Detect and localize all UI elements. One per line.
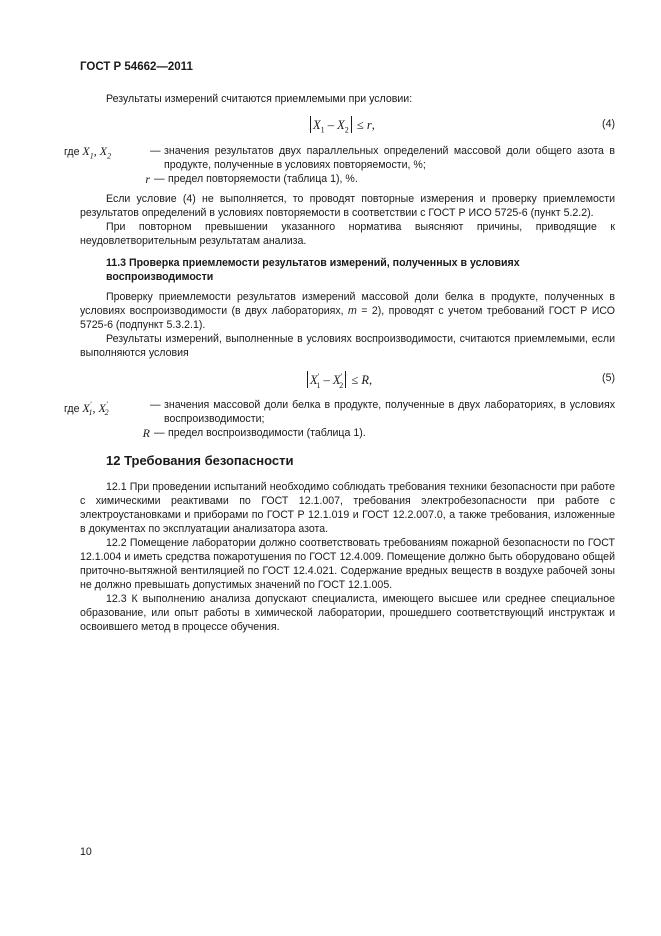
paragraph-reproducibility-check: Проверку приемлемости результатов измерений массовой доли белка в продукте, полученных в условиях воспроизводимости (в двух лабораториях, m = 2), проводят с учетом требований ГОСТ Р ИСО 5725-6 (подпункт 5.3.2.1). xyxy=(80,291,615,331)
document-header: ГОСТ Р 54662—2011 xyxy=(80,61,193,73)
section-12-title: 12 Требования безопасности xyxy=(106,453,294,468)
paragraph-12-1: 12.1 При проведении испытаний необходимо соблюдать требования техники безопасности при работе с химическими реактивами по ГОСТ 12.1.007, требования электробезопасности при работе с электроустановками и приборами по ГОСТ Р 12.1.019 и ГОСТ 12.2.007.0, а также требования, изложенные в документах по эксплуатации анализатора азота. xyxy=(80,481,615,535)
formula-4-definitions xyxy=(64,144,615,186)
subsection-11-3-title: 11.3 Проверка приемлемости результатов измерений, полученных в условиях воспроизводимости xyxy=(106,257,520,283)
paragraph-12-2: 12.2 Помещение лаборатории должно соответствовать требованиям пожарной безопасности по ГОСТ 12.1.004 и иметь средства пожаротушения по ГОСТ 12.4.009. Помещение должно быть оборудовано общей приточно-вытяжной вентиляцией по ГОСТ 12.4.021. Содержание вредных веществ в воздухе рабочей зоны не должно превышать допустимых значений по ГОСТ 12.1.005. xyxy=(80,537,615,591)
formula-5-expression: $X'_1 - X'_2 \le R$, xyxy=(305,370,372,393)
paragraph-reproducibility-condition: Результаты измерений, выполненные в условиях воспроизводимости, считаются приемлемыми, если выполняются условия xyxy=(80,333,615,359)
formula-5 xyxy=(80,366,615,390)
paragraph-repeated-exceeding: При повторном превышении указанного норматива выясняют причины, приводящие к неудовлетворительным результатам анализа. xyxy=(80,221,615,247)
paragraph-12-3: 12.3 К выполнению анализа допускают специалиста, имеющего высшее или среднее специальное образование, или опыт работы в химической лаборатории, прошедшего соответствующий инструктаж и освоившего метод в процессе обучения. xyxy=(80,593,615,633)
formula-5-number: (5) xyxy=(602,372,615,384)
paragraph-condition-not-met: Если условие (4) не выполняется, то проводят повторные измерения и проверку приемлемости результатов определений в условиях повторяемости в соответствии с ГОСТ Р ИСО 5725-6 (пункт 5.2.2). xyxy=(80,193,615,219)
page-number: 10 xyxy=(80,846,92,858)
definition-x1p-x2p: где $X'_1$, $X'_2$ — значения массовой доли белка в продукте, полученные в двух лабораториях, в условиях воспроизводимости; xyxy=(64,399,615,425)
formula-4-number: (4) xyxy=(602,118,615,130)
formula-4-expression: $X_1 - X_2 \le r$, xyxy=(308,116,375,138)
definition-r: r — предел повторяемости (таблица 1), %. xyxy=(145,172,358,186)
formula-5-definitions xyxy=(64,398,615,440)
paragraph-acceptance-condition: Результаты измерений считаются приемлемыми при условии: xyxy=(106,93,413,105)
page-content xyxy=(64,92,615,634)
definition-R: R — предел воспроизводимости (таблица 1). xyxy=(142,426,366,440)
definition-x1-x2: где $X_1$, $X_2$ — значения результатов двух параллельных определений массовой доли общего азота в продукте, полученные в условиях повторяемости, %; xyxy=(64,144,615,171)
formula-4 xyxy=(80,112,615,136)
